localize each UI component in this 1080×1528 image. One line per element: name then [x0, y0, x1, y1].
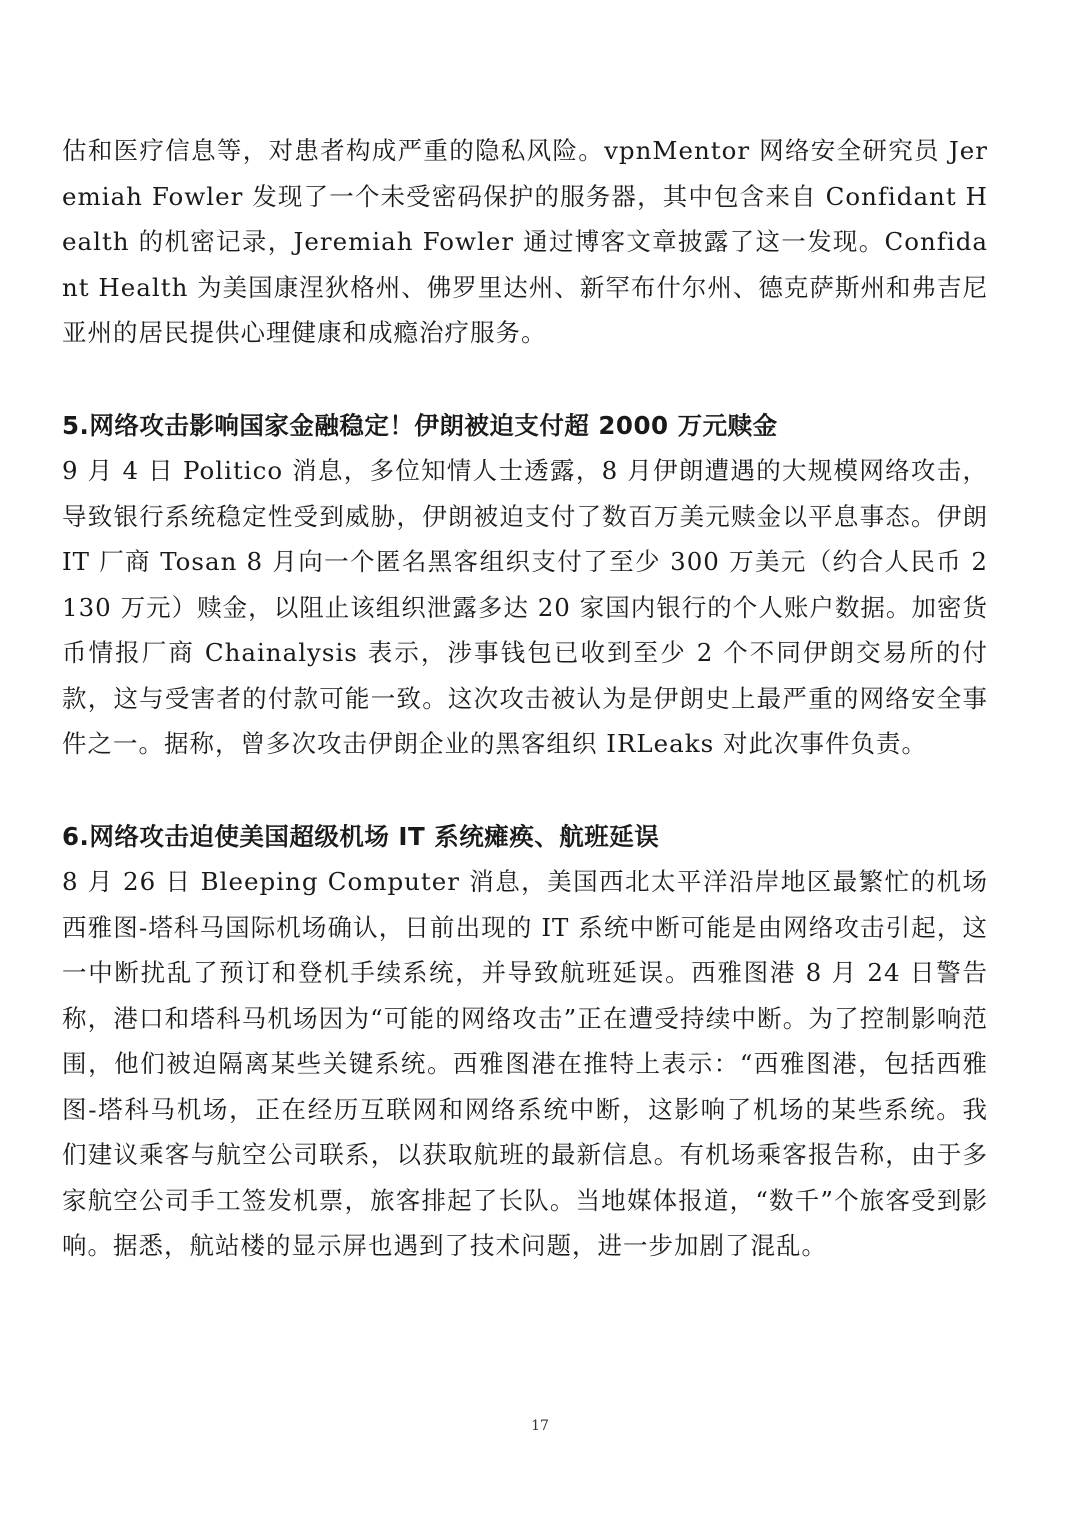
section-6-paragraph: 8 月 26 日 Bleeping Computer 消息，美国西北太平洋沿岸地区最繁忙的机场西雅图-塔科马国际机场确认，日前出现的 IT 系统中断可能是由网络攻击引起，这一中断扰乱了预订和登机手续系统，并导致航班延误。西雅图港 8 月 24 日警告称，港口和塔科马机场因为“可能的网络攻击”正在遭受持续中断。为了控制影响范围，他们被迫隔离某些关键系统。西雅图港在推特上表示：“西雅图港，包括西雅图-塔科马机场，正在经历互联网和网络系统中断，这影响了机场的某些系统。我们建议乘客与航空公司联系，以获取航班的最新信息。有机场乘客报告称，由于多家航空公司手工签发机票，旅客排起了长队。当地媒体报道，“数千”个旅客受到影响。据悉，航站楼的显示屏也遇到了技术问题，进一步加剧了混乱。 [62, 867, 988, 1260]
page-content [62, 128, 988, 1269]
section-6-heading: 6.网络攻击迫使美国超级机场 IT 系统瘫痪、航班延误 [62, 821, 660, 851]
page-number: 17 [531, 1418, 549, 1434]
intro-paragraph: 估和医疗信息等，对患者构成严重的隐私风险。vpnMentor 网络安全研究员 Jeremiah Fowler 发现了一个未受密码保护的服务器，其中包含来自 Confidant Health 的机密记录，Jeremiah Fowler 通过博客文章披露了这一发现。Confidant Health 为美国康涅狄格州、佛罗里达州、新罕布什尔州、德克萨斯州和弗吉尼亚州的居民提供心理健康和成瘾治疗服务。 [62, 136, 988, 347]
section-5-heading: 5.网络攻击影响国家金融稳定！伊朗被迫支付超 2000 万元赎金 [62, 410, 778, 440]
section-5-paragraph: 9 月 4 日 Politico 消息，多位知情人士透露，8 月伊朗遭遇的大规模网络攻击，导致银行系统稳定性受到威胁，伊朗被迫支付了数百万美元赎金以平息事态。伊朗 IT 厂商 Tosan 8 月向一个匿名黑客组织支付了至少 300 万美元（约合人民币 2130 万元）赎金，以阻止该组织泄露多达 20 家国内银行的个人账户数据。加密货币情报厂商 Chainalysis 表示，涉事钱包已收到至少 2 个不同伊朗交易所的付款，这与受害者的付款可能一致。这次攻击被认为是伊朗史上最严重的网络安全事件之一。据称，曾多次攻击伊朗企业的黑客组织 IRLeaks 对此次事件负责。 [62, 456, 988, 758]
